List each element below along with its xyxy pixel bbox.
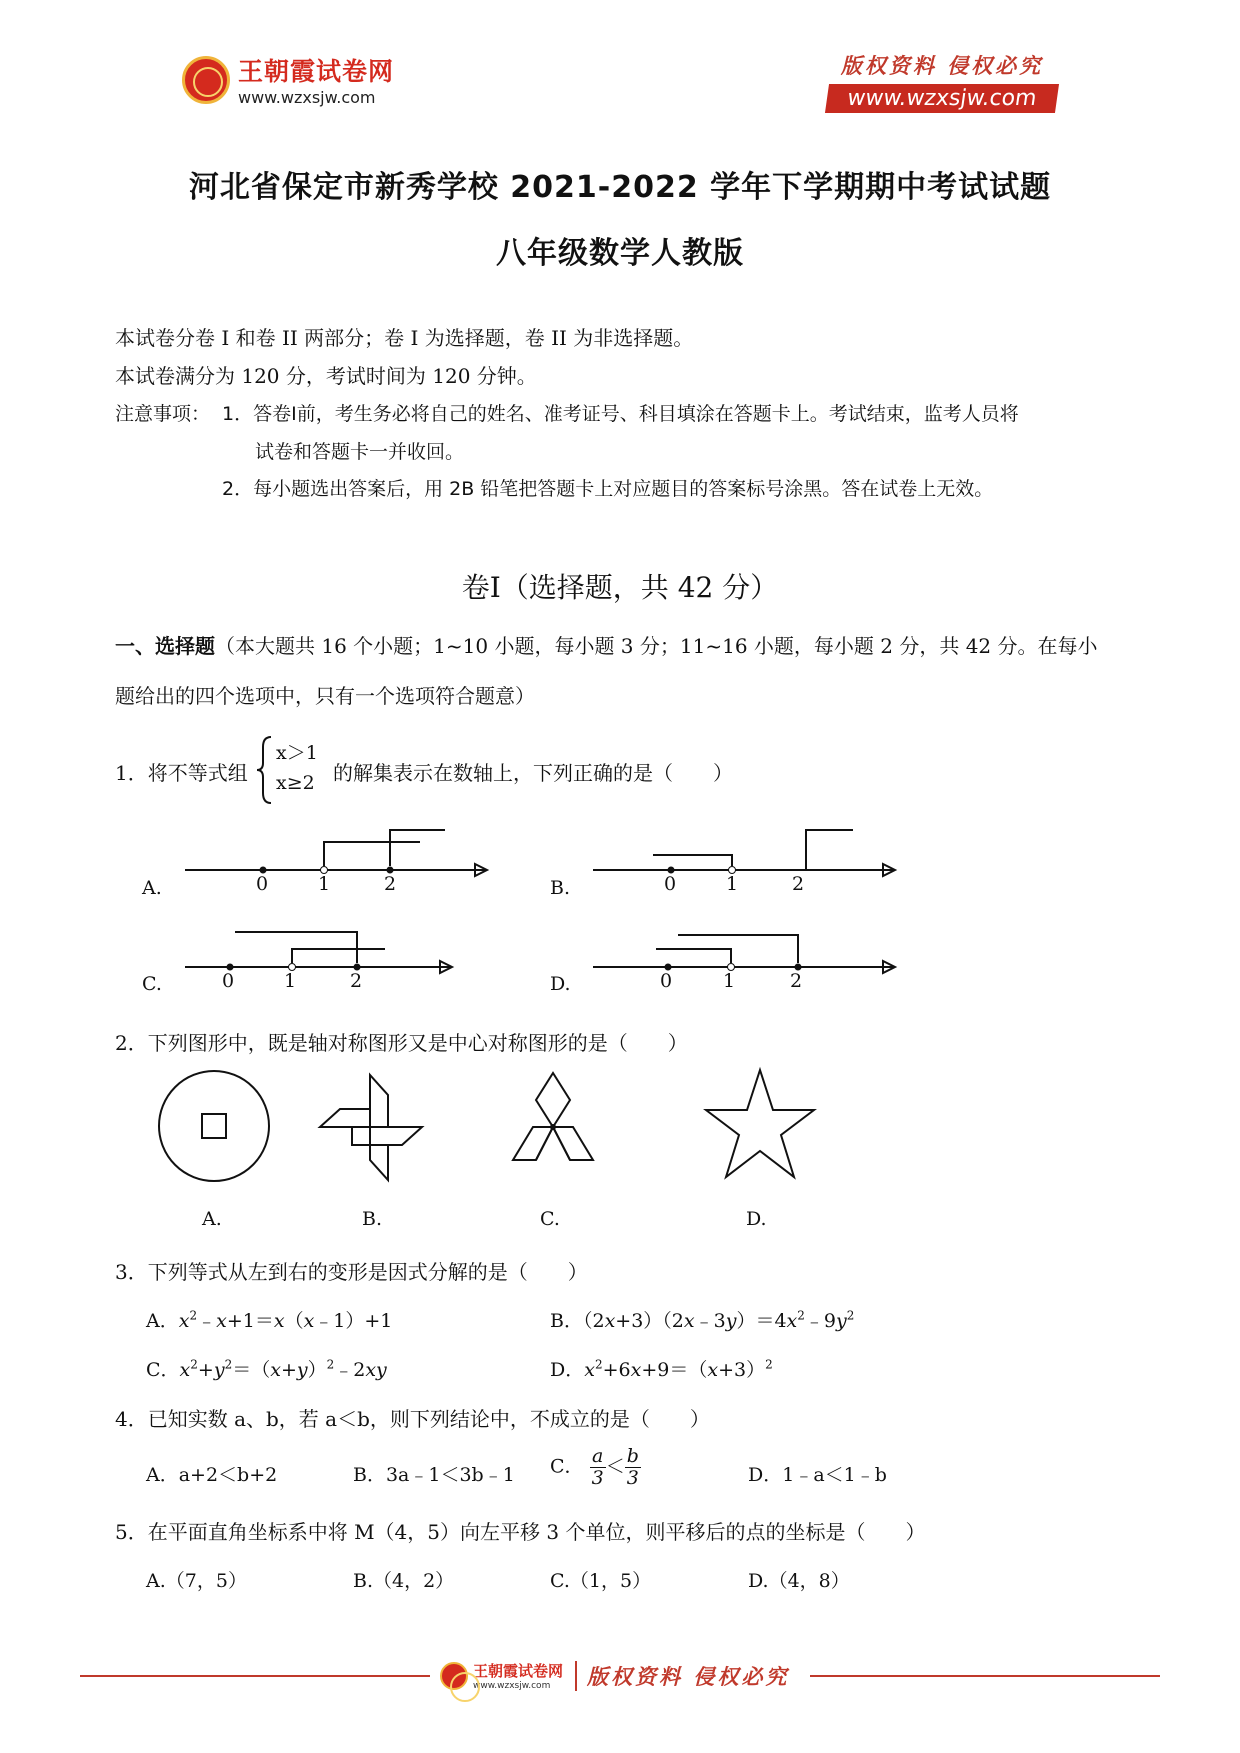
q4-c-relation: ＜ (605, 1455, 625, 1478)
coin-figure (150, 1068, 280, 1188)
q3-option-a: A．$x^2﹣x+1=x(x﹣1)+1$ (146, 1308, 393, 1332)
q1-ineq-1: x＞1 (276, 742, 318, 764)
q1-option-c-numberline (140, 922, 500, 1002)
q4-text: 4．已知实数 a、b，若 a＜b，则下列结论中，不成立的是（ ） (115, 1407, 710, 1431)
q4-option-c (550, 1446, 641, 1489)
q1-c-tick-2: 2 (350, 970, 363, 992)
fraction-a-over-3: $\frac{a}{3}$ (591, 1445, 604, 1489)
intro-line-2: 本试卷满分为 120 分，考试时间为 120 分钟。 (115, 364, 537, 388)
copyright-box (827, 50, 1057, 113)
q1-b-tick-0: 0 (664, 873, 677, 895)
brand-logo (182, 52, 394, 107)
q2-option-c-label: C. (540, 1208, 560, 1230)
footer-divider-right (810, 1675, 1160, 1677)
q1-option-b-label: B. (550, 877, 571, 899)
star-figure (700, 1065, 820, 1185)
part-description-2: 题给出的四个选项中，只有一个选项符合题意） (115, 684, 535, 708)
brand-url: www.wzxsjw.com (238, 88, 376, 107)
copyright-slogan: 版权资料 侵权必究 (840, 53, 1044, 78)
q4-c-label: C． (550, 1455, 584, 1478)
brand-name: 王朝霞试卷网 (238, 57, 395, 86)
q3-option-d: D．$x^2+6x+9=(x+3)^2$ (550, 1357, 773, 1381)
pinwheel-figure (310, 1065, 435, 1190)
q2-text: 2．下列图形中，既是轴对称图形又是中心对称图形的是（ ） (115, 1031, 688, 1055)
footer-seal-icon (440, 1662, 468, 1690)
section-title: 卷I（选择题，共 42 分） (461, 571, 779, 604)
q3-option-c: C．$x^2+y^2=(x+y)^2﹣2xy$ (146, 1357, 387, 1381)
exam-subtitle: 八年级数学人教版 (496, 236, 744, 271)
footer-slogan: 版权资料 侵权必究 (575, 1661, 789, 1691)
q3-text: 3．下列等式从左到右的变形是因式分解的是（ ） (115, 1260, 588, 1284)
q2-option-a-label: A. (202, 1208, 222, 1230)
q2-option-b-label: B. (362, 1208, 383, 1230)
part-description-1 (115, 630, 1098, 659)
q1-prefix: 1．将不等式组 (115, 761, 248, 785)
q4-option-d: D．1﹣a＜1﹣b (748, 1464, 887, 1486)
q4-option-a: A．a+2＜b+2 (146, 1464, 278, 1486)
exam-title: 河北省保定市新秀学校 2021-2022 学年下学期期中考试试题 (188, 170, 1052, 205)
q3-b-label: B． (550, 1310, 583, 1332)
notes-label: 注意事项： (115, 403, 211, 425)
q5-option-b: B.（4，2） (353, 1570, 455, 1592)
three-diamond-figure (488, 1065, 618, 1190)
q2-option-d-label: D. (746, 1208, 767, 1230)
fraction-b-over-3: $\frac{b}{3}$ (626, 1445, 639, 1489)
seal-icon (182, 56, 230, 104)
footer-brand-block (440, 1660, 789, 1691)
q5-option-a: A.（7，5） (146, 1570, 247, 1592)
q3-option-b: B．$(2x+3)(2x﹣3y)=4x^2﹣9y^2$ (550, 1308, 855, 1332)
q3-d-label: D． (550, 1359, 585, 1381)
q1-a-tick-1: 1 (318, 873, 331, 895)
q1-suffix: 的解集表示在数轴上，下列正确的是（ ） (333, 761, 733, 785)
q1-b-tick-2: 2 (792, 873, 805, 895)
note-2: 2．每小题选出答案后，用 2B 铅笔把答题卡上对应题目的答案标号涂黑。答在试卷上无效。 (222, 478, 994, 500)
q5-text: 5．在平面直角坐标系中将 M（4，5）向左平移 3 个单位，则平移后的点的坐标是（ ） (115, 1520, 926, 1544)
note-1a: 1．答卷I前，考生务必将自己的姓名、准考证号、科目填涂在答题卡上。考试结束，监考人员将 (222, 403, 1019, 425)
part-label: 一、选择题 (115, 634, 215, 658)
intro-line-1: 本试卷分卷 I 和卷 II 两部分；卷 I 为选择题，卷 II 为非选择题。 (115, 326, 694, 350)
footer-brand-url: www.wzxsjw.com (473, 1681, 551, 1691)
q5-option-c: C.（1，5） (550, 1570, 652, 1592)
q3-a-label: A． (146, 1310, 179, 1332)
q1-a-tick-2: 2 (384, 873, 397, 895)
brace-icon (255, 735, 275, 805)
note-1b: 试卷和答题卡一并收回。 (255, 441, 465, 463)
footer-divider-left (80, 1675, 430, 1677)
q1-c-tick-0: 0 (222, 970, 235, 992)
q1-d-tick-1: 1 (723, 970, 736, 992)
q4-option-b: B．3a﹣1＜3b﹣1 (353, 1464, 515, 1486)
q1-a-tick-0: 0 (256, 873, 269, 895)
q1-d-tick-2: 2 (790, 970, 803, 992)
q1-c-tick-1: 1 (284, 970, 297, 992)
q3-c-label: C． (146, 1359, 180, 1381)
q1-ineq-2: x≥2 (276, 772, 315, 794)
q1-option-a-label: A. (142, 877, 162, 899)
part-desc-a: （本大题共 16 个小题；1~10 小题，每小题 3 分；11~16 小题，每小题 2 分，共 42 分。在每小 (215, 634, 1098, 658)
q5-option-d: D.（4，8） (748, 1570, 850, 1592)
q1-d-tick-0: 0 (660, 970, 673, 992)
q1-option-d-label: D. (550, 973, 571, 995)
q1-b-tick-1: 1 (726, 873, 739, 895)
q1-option-c-label: C. (142, 973, 162, 995)
footer-brand-name: 王朝霞试卷网 (473, 1662, 564, 1680)
copyright-url: www.wzxsjw.com (825, 84, 1059, 113)
